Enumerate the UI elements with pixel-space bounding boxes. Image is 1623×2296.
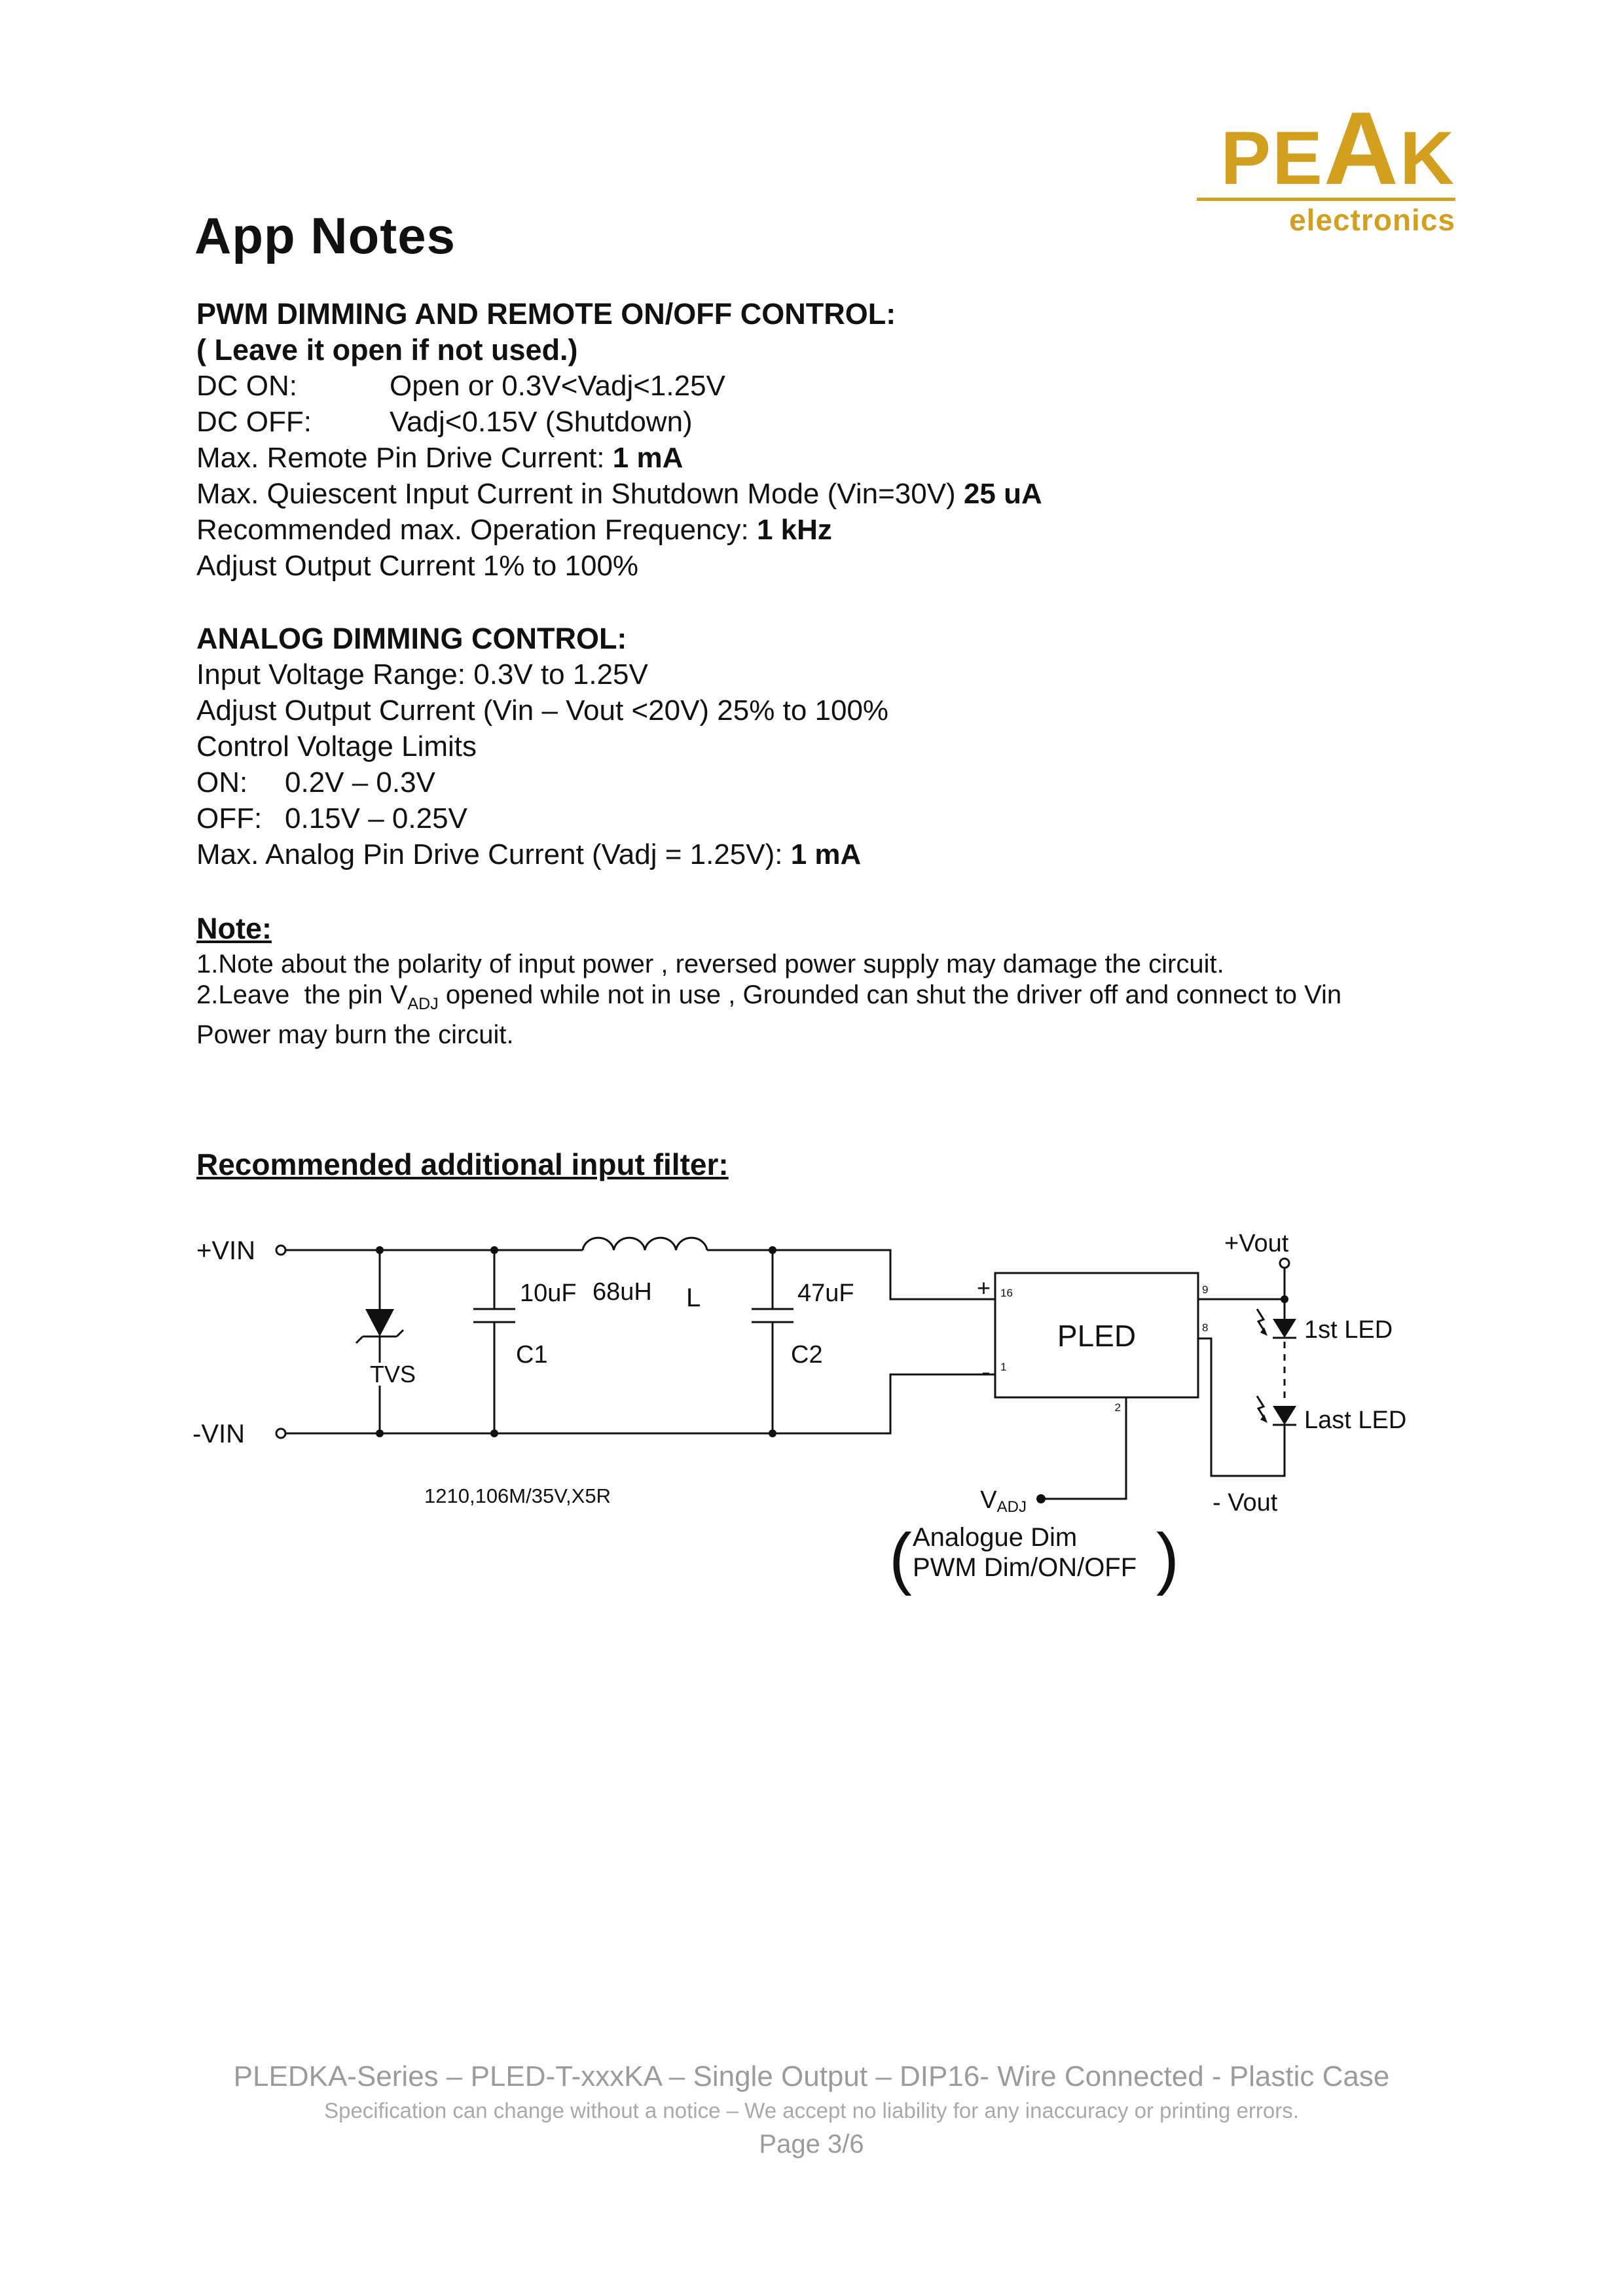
c2-value-label: 47uF: [797, 1280, 854, 1307]
c1-name-label: C1: [516, 1341, 548, 1369]
section-filter-heading: [196, 1147, 729, 1182]
peak-logo: [1197, 91, 1455, 238]
dc-off-value: Vadj<0.15V (Shutdown): [390, 406, 693, 438]
quiescent-current-value: 25 uA: [963, 478, 1042, 510]
quiescent-current-text: Max. Quiescent Input Current in Shutdown Mode (Vin=30V): [196, 478, 964, 510]
pin-2-label: 2: [1114, 1401, 1121, 1414]
note-heading: Note:: [196, 912, 272, 945]
dim-paren-close: ): [1156, 1520, 1179, 1596]
off-limits-line: [196, 800, 888, 836]
remote-current-value: 1 mA: [612, 442, 684, 474]
junction-dot: [490, 1429, 498, 1437]
analog-heading: ANALOG DIMMING CONTROL:: [196, 622, 627, 655]
inductor-name-label: L: [686, 1283, 701, 1312]
dc-off-line: [196, 404, 1042, 440]
off-label: OFF:: [196, 802, 263, 834]
footer-page-number: Page 3/6: [759, 2130, 864, 2159]
dc-off-label: DC OFF:: [196, 406, 312, 438]
page-footer: [0, 2060, 1623, 2159]
vout-neg-label: - Vout: [1213, 1489, 1278, 1516]
led-first-triangle: [1273, 1319, 1296, 1338]
note-line-2-pre: 2.Leave the pin V: [196, 980, 408, 1009]
vout-pos-wire: [1198, 1268, 1285, 1319]
footer-series-line: PLEDKA-Series – PLED-T-xxxKA – Single Output – DIP16- Wire Connected - Plastic Case: [233, 2060, 1390, 2092]
led-last-arrowhead-icon: [1260, 1414, 1267, 1423]
c1-value-label: 10uF: [520, 1280, 577, 1307]
logo-wordmark: [1197, 91, 1455, 206]
pin-1-label: 1: [1000, 1361, 1007, 1373]
analog-max-current-line: [196, 836, 888, 872]
vadj-label-sub: ADJ: [996, 1498, 1027, 1516]
logo-text-a: A: [1323, 91, 1400, 206]
pin-16-label: 16: [1000, 1287, 1013, 1299]
pled-plus-pin-label: +: [976, 1274, 991, 1301]
adjust-output-line: Adjust Output Current 1% to 100%: [196, 550, 639, 582]
adjust-current-line: Adjust Output Current (Vin – Vout <20V) 25% to 100%: [196, 694, 889, 726]
vadj-terminal-dot: [1036, 1494, 1046, 1503]
on-value: 0.2V – 0.3V: [285, 766, 435, 798]
note-line-2: [196, 980, 1341, 1020]
vin-pos-terminal: [276, 1246, 285, 1255]
pwm-heading: PWM DIMMING AND REMOTE ON/OFF CONTROL:: [196, 297, 896, 331]
c2-name-label: C2: [791, 1341, 823, 1369]
junction-dot: [376, 1429, 384, 1437]
vadj-label-v: V: [980, 1486, 997, 1514]
dim-paren-open: (: [889, 1520, 912, 1596]
led-last-triangle: [1273, 1406, 1296, 1425]
on-limits-line: [196, 764, 888, 800]
note-line-2-post: opened while not in use , Grounded can shut the driver off and connect to Vin: [438, 980, 1342, 1009]
on-label: ON:: [196, 766, 248, 798]
logo-subtitle: electronics: [1289, 203, 1455, 238]
footer-disclaimer-line: Specification can change without a notice – We accept no liability for any inaccuracy or printing errors.: [324, 2098, 1299, 2123]
dc-on-label: DC ON:: [196, 370, 297, 402]
logo-text-pe: PE: [1220, 117, 1324, 200]
section-note: [196, 908, 1341, 1050]
frequency-text: Recommended max. Operation Frequency:: [196, 514, 757, 546]
capacitor-c1: [473, 1250, 515, 1433]
vin-neg-label: -VIN: [192, 1420, 245, 1448]
tvs-label: TVS: [369, 1361, 416, 1388]
logo-text-k: K: [1399, 117, 1455, 200]
pled-ic-label: PLED: [1057, 1319, 1137, 1353]
frequency-value: 1 kHz: [756, 514, 832, 546]
control-limits-line: Control Voltage Limits: [196, 730, 477, 762]
dc-on-line: [196, 368, 1042, 404]
led-first-arrowhead-icon: [1260, 1327, 1267, 1336]
tvs-diode-triangle: [365, 1309, 394, 1336]
page-title: App Notes: [194, 207, 456, 264]
inductor-coil: [583, 1238, 707, 1250]
junction-dot: [769, 1429, 776, 1437]
led-last-label: Last LED: [1304, 1407, 1407, 1434]
junction-dot: [376, 1246, 384, 1254]
note-line-3: Power may burn the circuit.: [196, 1020, 514, 1049]
input-voltage-line: Input Voltage Range: 0.3V to 1.25V: [196, 658, 648, 691]
vout-pos-label: +Vout: [1224, 1230, 1289, 1257]
vin-pos-label: +VIN: [196, 1236, 256, 1265]
led-first-label: 1st LED: [1304, 1316, 1393, 1344]
vout-pos-terminal: [1280, 1259, 1289, 1268]
off-value: 0.15V – 0.25V: [285, 802, 467, 834]
capacitor-spec-label: 1210,106M/35V,X5R: [424, 1484, 611, 1507]
capacitor-c2: [752, 1250, 793, 1433]
input-filter-schematic: [177, 1211, 1408, 1617]
junction-dot: [490, 1246, 498, 1254]
remote-current-line: [196, 440, 1042, 476]
junction-dot: [1281, 1295, 1288, 1303]
filter-heading: Recommended additional input filter:: [196, 1147, 729, 1181]
vin-neg-terminal: [276, 1429, 285, 1438]
note-line-2-subscript: ADJ: [407, 995, 439, 1013]
analog-max-current-value: 1 mA: [790, 838, 862, 870]
vout-neg-return-wire: [1198, 1338, 1285, 1476]
pwm-subheading: ( Leave it open if not used.): [196, 333, 578, 367]
pin-9-label: 9: [1202, 1283, 1209, 1296]
analog-max-current-text: Max. Analog Pin Drive Current (Vadj = 1.25V):: [196, 838, 791, 870]
dim-label-line-1: Analogue Dim: [913, 1523, 1078, 1552]
frequency-line: [196, 512, 1042, 548]
vadj-wire: [1045, 1397, 1126, 1499]
section-analog-dimming: [196, 620, 888, 872]
section-pwm-dimming: [196, 296, 1042, 584]
dc-on-value: Open or 0.3V<Vadj<1.25V: [390, 370, 725, 402]
pin-8-label: 8: [1202, 1321, 1209, 1334]
pled-minus-pin-label: -: [981, 1356, 991, 1387]
junction-dot: [769, 1246, 776, 1254]
inductor-value-label: 68uH: [593, 1278, 652, 1306]
remote-current-text: Max. Remote Pin Drive Current:: [196, 442, 613, 474]
note-line-1: 1.Note about the polarity of input power , reversed power supply may damage the circuit.: [196, 950, 1224, 978]
vadj-label: [980, 1486, 1027, 1516]
quiescent-current-line: [196, 476, 1042, 512]
dim-label-line-2: PWM Dim/ON/OFF: [913, 1553, 1137, 1582]
